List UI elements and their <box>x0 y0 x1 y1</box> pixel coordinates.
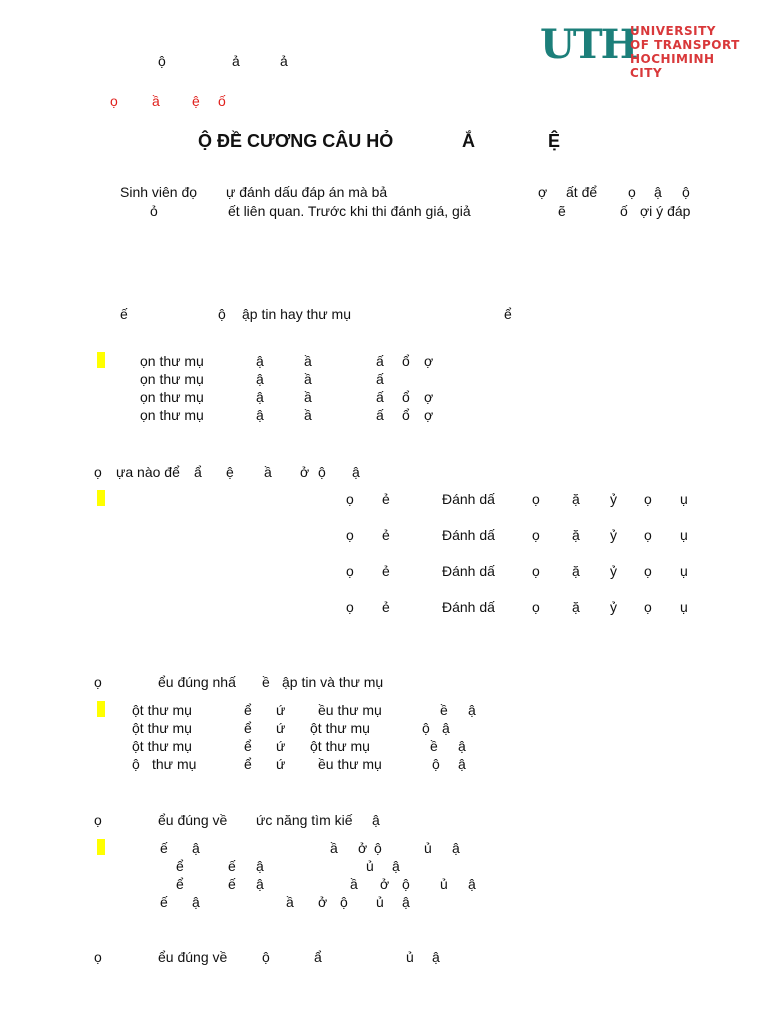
answer-fragment: ặ <box>572 527 580 543</box>
answer-fragment: ế <box>160 840 168 856</box>
answer-fragment: Đánh dấ <box>442 599 495 615</box>
header-fragment: ộ <box>158 53 166 69</box>
logo-text <box>630 24 740 80</box>
answer-fragment: ủ <box>424 840 432 856</box>
answer-fragment: ợ <box>424 407 434 423</box>
question-stem: ộ <box>318 464 326 480</box>
answer-fragment: ở <box>358 840 368 856</box>
answer-fragment: ọn thư mụ <box>140 353 204 369</box>
answer-fragment: ụ <box>680 563 688 579</box>
answer-fragment: ọ <box>346 491 354 507</box>
answer-fragment: ọ <box>346 527 354 543</box>
question-stem: ọ <box>94 812 102 828</box>
intro-fragment: ợ <box>538 184 548 200</box>
answer-highlight-marker <box>97 352 105 368</box>
intro-fragment: ậ <box>654 184 662 200</box>
question-stem: ậ <box>432 949 440 965</box>
answer-fragment: ề <box>440 702 448 718</box>
answer-fragment: ở <box>318 894 328 910</box>
answer-fragment: ấ <box>376 353 384 369</box>
answer-fragment: ợ <box>424 353 434 369</box>
answer-fragment: ộ <box>402 876 410 892</box>
question-stem: ểu đúng về <box>158 949 228 965</box>
answer-fragment: ọ <box>644 527 652 543</box>
question-stem: ầ <box>264 464 272 480</box>
answer-fragment: ộ <box>374 840 382 856</box>
question-stem: ọ <box>94 949 102 965</box>
answer-fragment: ổ <box>402 389 410 405</box>
answer-fragment: ọ <box>532 563 540 579</box>
answer-fragment: ỷ <box>610 527 617 543</box>
header-fragment: ả <box>232 53 240 69</box>
answer-fragment: ầ <box>330 840 338 856</box>
title-fragment: Ệ <box>548 131 561 151</box>
answer-fragment: ọn thư mụ <box>140 407 204 423</box>
answer-fragment: ầ <box>304 353 312 369</box>
answer-fragment: Đánh dấ <box>442 491 495 507</box>
answer-fragment: ậ <box>192 840 200 856</box>
answer-fragment: ộ <box>340 894 348 910</box>
question-stem: ập tin và thư mụ <box>282 674 384 690</box>
answer-fragment: ặ <box>572 563 580 579</box>
question-stem: ệ <box>226 464 234 480</box>
answer-fragment: ột thư mụ <box>132 738 192 754</box>
answer-fragment: ể <box>244 756 252 772</box>
answer-fragment: ậ <box>458 738 466 754</box>
header-fragment: ọ <box>110 93 118 109</box>
question-stem: ập tin hay thư mụ <box>242 306 351 322</box>
answer-fragment: ế <box>160 894 168 910</box>
answer-fragment: ề <box>430 738 438 754</box>
header-fragment: ầ <box>152 93 160 109</box>
answer-fragment: ột thư mụ <box>310 720 370 736</box>
answer-fragment: ể <box>244 720 252 736</box>
intro-fragment: ố <box>620 203 628 219</box>
question-stem: ộ <box>262 949 270 965</box>
answer-fragment: ộ <box>432 756 440 772</box>
answer-fragment: ậ <box>256 876 264 892</box>
header-fragment: ố <box>218 93 226 109</box>
answer-fragment: ợ <box>424 389 434 405</box>
question-stem: ẩ <box>194 464 202 480</box>
answer-fragment: ọ <box>346 599 354 615</box>
question-stem: ẩ <box>314 949 322 965</box>
answer-fragment: ều thư mụ <box>318 702 382 718</box>
intro-fragment: ọ <box>628 184 636 200</box>
answer-fragment: ẻ <box>382 563 390 579</box>
answer-fragment: ụ <box>680 491 688 507</box>
question-stem: ế <box>120 306 128 322</box>
answer-fragment: ặ <box>572 599 580 615</box>
answer-fragment: Đánh dấ <box>442 527 495 543</box>
answer-fragment: ậ <box>256 371 264 387</box>
answer-fragment: ậ <box>452 840 460 856</box>
question-stem: ộ <box>218 306 226 322</box>
logo-line-1: UNIVERSITY <box>630 24 716 38</box>
answer-fragment: ặ <box>572 491 580 507</box>
university-logo <box>540 21 740 80</box>
answer-fragment: ậ <box>256 353 264 369</box>
answer-fragment: ậ <box>392 858 400 874</box>
answer-fragment: ậ <box>468 876 476 892</box>
logo-line-2: OF TRANSPORT <box>630 38 740 52</box>
answer-fragment: ậ <box>256 858 264 874</box>
intro-fragment: ỏ <box>150 203 158 219</box>
answer-fragment: ọ <box>532 491 540 507</box>
answer-fragment: ậ <box>468 702 476 718</box>
answer-fragment: ủ <box>440 876 448 892</box>
answer-fragment: ộ <box>422 720 430 736</box>
answer-highlight-marker <box>97 701 105 717</box>
answer-fragment: ọn thư mụ <box>140 371 204 387</box>
header-fragment: ệ <box>192 93 200 109</box>
question-stem: ở <box>300 464 310 480</box>
header-fragment: ả <box>280 53 288 69</box>
title-fragment: Ộ ĐỀ CƯƠNG CÂU HỎ <box>198 131 394 151</box>
logo-mark: UTH <box>540 21 637 68</box>
title-fragment: Ắ <box>462 131 475 151</box>
answer-fragment: ậ <box>442 720 450 736</box>
answer-highlight-marker <box>97 839 105 855</box>
answer-fragment: ọ <box>346 563 354 579</box>
question-stem: ậ <box>372 812 380 828</box>
answer-fragment: ầ <box>304 371 312 387</box>
answer-fragment: ỷ <box>610 599 617 615</box>
answer-fragment: ứ <box>276 738 286 754</box>
answer-fragment: ấ <box>376 389 384 405</box>
answer-fragment: ứ <box>276 720 286 736</box>
answer-fragment: ứ <box>276 702 286 718</box>
question-stem: ọ <box>94 464 102 480</box>
answer-fragment: ầ <box>350 876 358 892</box>
intro-fragment: Sinh viên đọ <box>120 184 198 200</box>
answer-fragment: ọ <box>644 599 652 615</box>
intro-fragment: ất để <box>566 184 598 200</box>
question-stem: ựa nào để <box>116 464 180 480</box>
answer-fragment: thư mụ <box>152 756 197 772</box>
intro-fragment: ết liên quan. Trước khi thi đánh giá, giả <box>228 203 471 219</box>
answer-fragment: ỷ <box>610 563 617 579</box>
question-stem: ể <box>504 306 512 322</box>
question-stem: ọ <box>94 674 102 690</box>
answer-fragment: ủ <box>366 858 374 874</box>
answer-fragment: ọ <box>532 527 540 543</box>
answer-fragment: ấ <box>376 371 384 387</box>
answer-fragment: ột thư mụ <box>310 738 370 754</box>
answer-fragment: ầ <box>286 894 294 910</box>
answer-fragment: ều thư mụ <box>318 756 382 772</box>
answer-fragment: ậ <box>256 389 264 405</box>
logo-line-3: HOCHIMINH CITY <box>630 52 715 80</box>
answer-fragment: ậ <box>256 407 264 423</box>
answer-fragment: ấ <box>376 407 384 423</box>
answer-fragment: ổ <box>402 407 410 423</box>
answer-fragment: ẻ <box>382 527 390 543</box>
answer-fragment: ế <box>228 876 236 892</box>
answer-fragment: ọ <box>644 491 652 507</box>
answer-fragment: ể <box>176 876 184 892</box>
answer-fragment: ủ <box>376 894 384 910</box>
answer-fragment: ầ <box>304 407 312 423</box>
answer-fragment: ậ <box>458 756 466 772</box>
answer-fragment: ọn thư mụ <box>140 389 204 405</box>
answer-fragment: Đánh dấ <box>442 563 495 579</box>
answer-fragment: ổ <box>402 353 410 369</box>
answer-fragment: ột thư mụ <box>132 720 192 736</box>
answer-fragment: ột thư mụ <box>132 702 192 718</box>
question-stem: ức năng tìm kiế <box>256 812 353 828</box>
question-stem: ểu đúng về <box>158 812 228 828</box>
answer-fragment: ậ <box>192 894 200 910</box>
answer-fragment: ẻ <box>382 491 390 507</box>
answer-fragment: ộ <box>132 756 140 772</box>
answer-fragment: ụ <box>680 599 688 615</box>
answer-fragment: ể <box>244 702 252 718</box>
intro-fragment: ợi ý đáp <box>640 203 691 219</box>
answer-fragment: ể <box>176 858 184 874</box>
answer-highlight-marker <box>97 490 105 506</box>
answer-fragment: ở <box>380 876 390 892</box>
question-stem: ểu đúng nhấ <box>158 674 236 690</box>
intro-fragment: ộ <box>682 184 690 200</box>
answer-fragment: ọ <box>532 599 540 615</box>
answer-fragment: ẻ <box>382 599 390 615</box>
question-stem: ủ <box>406 949 414 965</box>
answer-fragment: ầ <box>304 389 312 405</box>
answer-fragment: ứ <box>276 756 286 772</box>
question-stem: ề <box>262 674 270 690</box>
question-stem: ậ <box>352 464 360 480</box>
answer-fragment: ọ <box>644 563 652 579</box>
answer-fragment: ậ <box>402 894 410 910</box>
answer-fragment: ể <box>244 738 252 754</box>
answer-fragment: ỷ <box>610 491 617 507</box>
answer-fragment: ế <box>228 858 236 874</box>
intro-fragment: ẽ <box>558 203 566 219</box>
intro-fragment: ự đánh dấu đáp án mà bả <box>226 184 388 200</box>
answer-fragment: ụ <box>680 527 688 543</box>
